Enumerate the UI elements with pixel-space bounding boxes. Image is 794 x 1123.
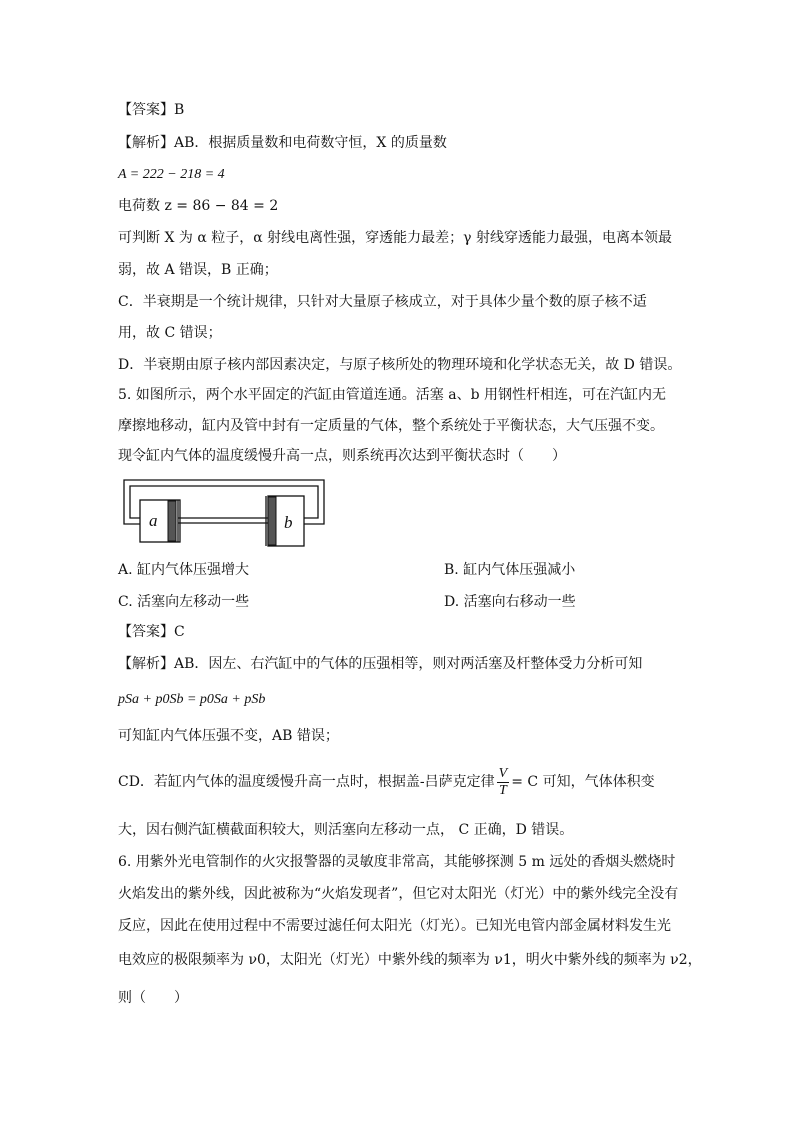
q5-stem-2: 摩擦地移动，缸内及管中封有一定质量的气体，整个系统处于平衡状态，大气压强不变。 [118, 418, 664, 434]
piston-b [268, 497, 276, 545]
fraction-v-over-t [497, 766, 510, 799]
fraction-numerator: V [498, 765, 508, 781]
choice-b: B. 缸内气体压强减小 [444, 562, 576, 578]
fraction-denominator: T [499, 782, 507, 798]
line-q4-analysis-2: 可判断 X 为 α 粒子，α 射线电离性强，穿透能力最差；γ 射线穿透能力最强，电离本领最 [118, 230, 672, 246]
q5-answer: 【答案】C [118, 624, 185, 640]
cylinder-diagram [122, 478, 327, 550]
line-q4-answer: 【答案】B [118, 102, 185, 118]
q5-analysis-1: 【解析】AB．因左、右汽缸中的气体的压强相等，则对两活塞及杆整体受力分析可知 [118, 656, 643, 672]
q6-stem-5: 则（ ） [118, 990, 188, 1006]
q5-analysis-4: 大，因右侧汽缸横截面积较大，则活塞向左移动一点， C 正确，D 错误。 [118, 822, 574, 838]
q6-stem-4: 电效应的极限频率为 ν0，太阳光（灯光）中紫外线的频率为 ν1，明火中紫外线的频率为 ν2， [118, 952, 702, 968]
choice-c: C. 活塞向左移动一些 [118, 594, 250, 610]
q5-analysis-2: 可知缸内气体压强不变，AB 错误； [118, 728, 339, 744]
piston-a [168, 501, 176, 541]
q6-stem-2: 火焰发出的紫外线，因此被称为“火焰发现者”，但它对太阳光（灯光）中的紫外线完全没有 [118, 886, 679, 902]
line-charge-number: 电荷数 z = 86 − 84 = 2 [118, 198, 279, 214]
q5-analysis-3b: = C 可知，气体体积变 [511, 774, 655, 790]
q6-stem-1: 6. 用紫外光电管制作的火灾报警器的灵敏度非常高，其能够探测 5 m 远处的香烟头燃烧时 [118, 854, 676, 870]
line-q4-analysis-5: 用，故 C 错误； [118, 325, 222, 341]
line-q4-analysis-4: C．半衰期是一个统计规律，只针对大量原子核成立，对于具体少量个数的原子核不适 [118, 294, 647, 310]
q6-stem-3: 反应，因此在使用过程中不需要过滤任何太阳光（灯光）。已知光电管内部金属材料发生光 [118, 918, 671, 934]
choice-d: D. 活塞向右移动一些 [444, 594, 576, 610]
label-b: b [284, 513, 293, 532]
line-q4-analysis-6: D．半衰期由原子核内部因素决定，与原子核所处的物理环境和化学状态无关，故 D 错误。 [118, 357, 682, 373]
q5-analysis-3a: CD．若缸内气体的温度缓慢升高一点时，根据盖-吕萨克定律 [118, 774, 495, 790]
q5-stem-3: 现令缸内气体的温度缓慢升高一点，则系统再次达到平衡状态时（ ） [118, 448, 566, 464]
line-q4-analysis-1: 【解析】AB．根据质量数和电荷数守恒，X 的质量数 [118, 135, 447, 151]
line-q4-analysis-3: 弱，故 A 错误，B 正确； [118, 262, 278, 278]
formula-mass-number: A = 222 − 218 = 4 [118, 167, 225, 182]
q5-analysis-3 [118, 764, 655, 800]
q5-stem-1: 5. 如图所示，两个水平固定的汽缸由管道连通。活塞 a、b 用钢性杆相连，可在汽缸内无 [118, 387, 667, 403]
equation-force-balance: pSa + p0Sb = p0Sa + pSb [118, 692, 266, 707]
choice-a: A. 缸内气体压强增大 [118, 562, 250, 578]
label-a: a [149, 511, 158, 530]
